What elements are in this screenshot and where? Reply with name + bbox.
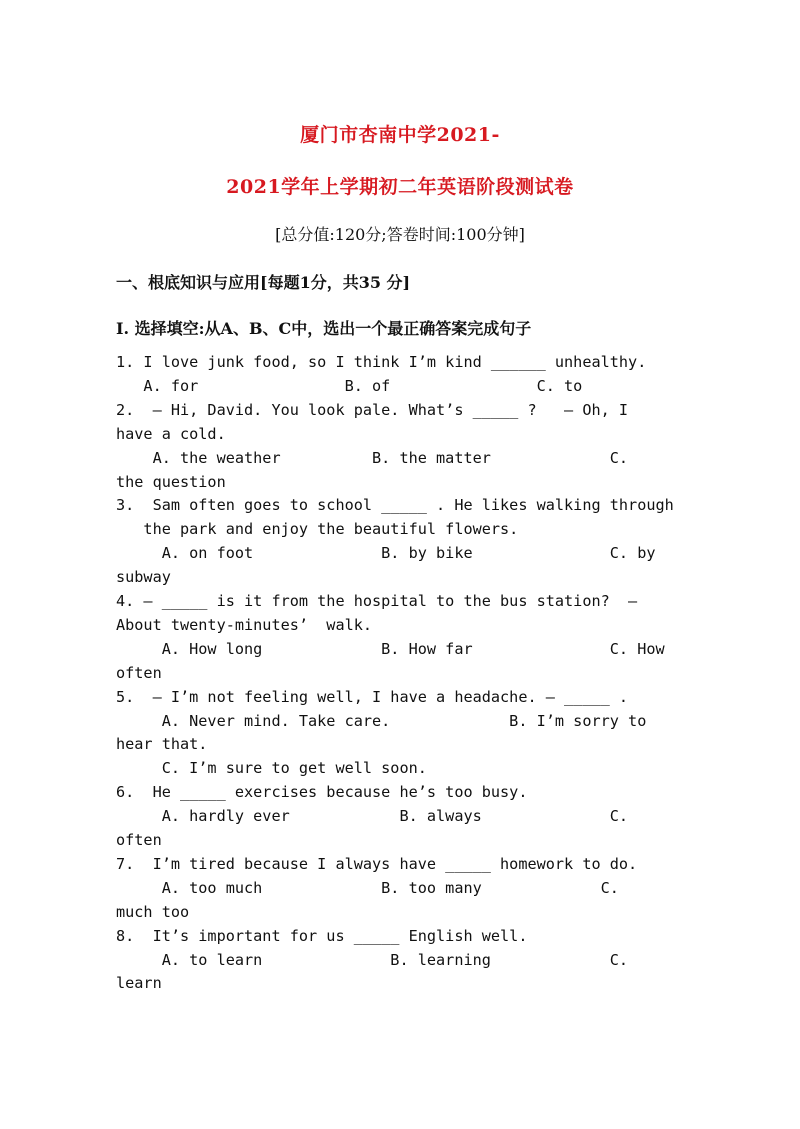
question-line: About twenty-minutes’ walk. [116,615,373,634]
question-line: hear that. [116,735,208,754]
question-line: 5. – I’m not feeling well, I have a headache. – _____ . [116,687,629,706]
question-line: 8. It’s important for us _____ English well. [116,926,528,945]
question-line: A. for B. of C. to [116,376,583,395]
question-line: often [116,831,162,849]
question-line: the question [116,472,226,491]
exam-title-line1: 厦门市杏南中学2021- [300,124,500,146]
question-line: A. How long B. How far C. How [116,639,665,658]
question-line: the park and enjoy the beautiful flowers. [116,520,519,539]
question-line: A. to learn B. learning C. [116,950,629,969]
question-line: often [116,663,162,682]
section-heading: 一、根底知识与应用[每题1分，共35 分] [116,273,411,292]
exam-score-time-info: [总分值:120分;答卷时间:100分钟] [275,225,525,244]
question-line: subway [116,568,171,587]
question-line: much too [116,902,190,921]
question-line: 1. I love junk food, so I think I’m kind ______ unhealthy. [116,353,647,371]
question-line: have a cold. [116,424,226,443]
question-line: 4. – _____ is it from the hospital to the bus station? – [116,592,638,610]
part-heading: I. 选择填空:从A、B、C中，选出一个最正确答案完成句子 [116,319,532,338]
question-line: A. on foot B. by bike C. by [116,544,656,563]
question-line: 3. Sam often goes to school _____ . He likes walking through [116,496,674,515]
question-line: 7. I’m tired because I always have _____ homework to do. [116,854,638,873]
question-line: A. hardly ever B. always C. [116,807,629,826]
question-line: A. the weather B. the matter C. [116,448,629,467]
exam-title-line2: 2021学年上学期初二年英语阶段测试卷 [226,176,574,198]
question-line: 6. He _____ exercises because he’s too busy. [116,783,528,802]
question-line: A. too much B. too many C. [116,878,619,897]
question-line: 2. – Hi, David. You look pale. What’s _____ ? – Oh, I [116,400,629,419]
question-line: learn [116,974,162,993]
question-line: C. I’m sure to get well soon. [116,759,427,778]
question-line: A. Never mind. Take care. B. I’m sorry to [116,711,647,730]
